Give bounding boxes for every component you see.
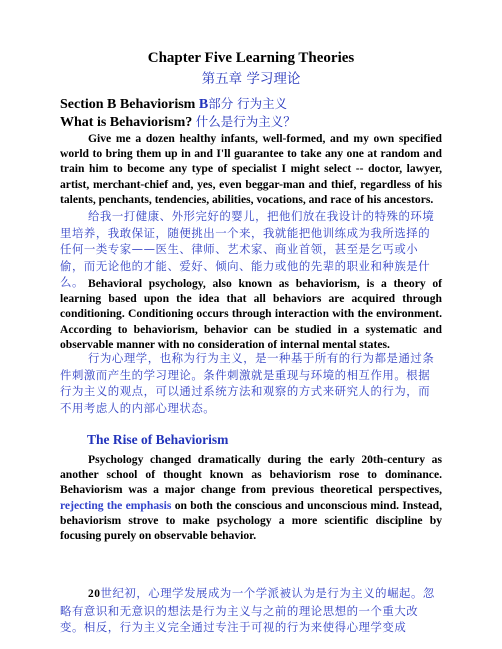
definition-paragraph-chinese: 行为心理学，也称为行为主义，是一种基于所有的行为都是通过条件刺激而产生的学习理论。条件刺激就是重现与环境的相互作用。根据行为主义的观点，可以通过系统方法和观察的方式来研究人的行为，而不用考虑人的内部心理状态。 — [60, 351, 435, 415]
section-heading — [60, 95, 480, 113]
rise-paragraph-chinese: 20世纪初，心理学发展成为一个学派被认为是行为主义的崛起。忽略有意识和无意识的想法是行为主义与之前的理论思想的一个重大改变。相反，行为主义完全通过专注于可视的行为来使得心理学变成 — [60, 586, 435, 635]
section-label-chinese: 部分 行为主义 — [208, 96, 288, 111]
rise-paragraph-english: Psychology changed dramatically during the early 20th-century as another school of thought known as behaviorism rose to dominance. Behaviorism was a major change from previous theoretical perspectives, rejecting the emphasis on both the conscious and unconscious mind. Instead, behaviorism strove to make psychology a more scientific discipline by focusing purely on observable behavior. — [60, 453, 442, 543]
chapter-title: Chapter Five Learning Theories — [147, 50, 355, 66]
definition-paragraph-english: Behavioral psychology, also known as behaviorism, is a theory of learning based upon the idea that all behaviors are acquired through conditioning. Conditioning occurs through interaction with the environment. According to behaviorism, behavior can be studied in a systematic and observable manner with no consideration of internal mental states. — [60, 277, 442, 351]
question-heading — [60, 113, 480, 131]
quote-paragraph-chinese: 给我一打健康、外形完好的婴儿，把他们放在我设计的特殊的环境里培养，我敢保证，随便挑出一个来，我就能把他训练成为我所选择的任何一类专家——医生、律师、艺术家、商业首领，甚至是乞丐或小偷，而无论他的才能、爱好、倾向、能力或他的先辈的职业和种族是什么。 — [60, 209, 435, 290]
chapter-title-chinese: 第五章 学习理论 — [201, 71, 301, 87]
section-label-english: Section B Behaviorism — [60, 97, 196, 112]
highlighted-phrase: rejecting the emphasis — [60, 498, 172, 512]
question-chinese: 什么是行为主义？ — [195, 114, 296, 129]
rise-of-behaviorism-heading: The Rise of Behaviorism — [87, 432, 229, 447]
section-label-b: B — [198, 97, 209, 112]
quote-paragraph-english: Give me a dozen healthy infants, well-formed, and my own specified world to bring them up in and I'll guarantee to take any one at random and train him to become any type of specialist I might select -- doctor, lawyer, artist, merchant-chief and, yes, even beggar-man and thief, regardless of his talents, penchants, tendencies, abilities, vocations, and race of his ancestors. — [60, 132, 442, 206]
question-english: What is Behaviorism? — [60, 115, 193, 130]
